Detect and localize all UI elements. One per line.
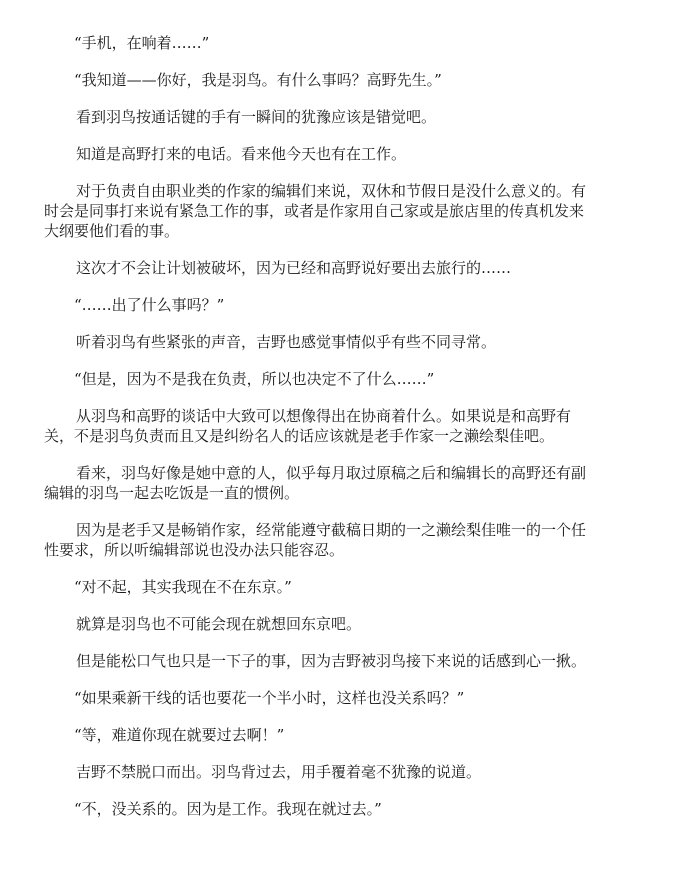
text-line: 对于负责自由职业类的作家的编辑们来说，双休和节假日是没什么意义的。有: [76, 182, 587, 200]
text-line: 关，不是羽鸟负责而且又是纠纷名人的话应该就是老手作家一之濑绘梨佳吧。: [44, 427, 555, 445]
text-line: 看到羽鸟按通话键的手有一瞬间的犹豫应该是错觉吧。: [76, 108, 437, 126]
text-line: “但是，因为不是我在负责，所以也决定不了什么……”: [74, 370, 435, 388]
text-line: 性要求，所以听编辑部说也没办法只能容忍。: [44, 541, 345, 559]
text-line: “手机，在响着……”: [74, 34, 210, 52]
paragraph: [44, 70, 634, 90]
text-line: 看来，羽鸟好像是她中意的人，似乎每月取过原稿之后和编辑长的高野还有副: [76, 464, 587, 482]
paragraph: [44, 614, 634, 634]
text-line: “等，难道你现在就要过去啊！”: [74, 726, 285, 744]
text-line: 知道是高野打来的电话。看来他今天也有在工作。: [76, 145, 407, 163]
text-line: “对不起，其实我现在不在东京。”: [74, 578, 292, 596]
paragraph: [44, 144, 634, 164]
paragraph: [44, 33, 634, 53]
text-line: “如果乘新干线的话也要花一个半小时，这样也没关系吗？”: [74, 689, 465, 707]
text-line: 时会是同事打来说有紧急工作的事，或者是作家用自己家或是旅店里的传真机发来: [44, 202, 585, 220]
paragraph: [44, 181, 634, 241]
text-line: 听着羽鸟有些紧张的声音，吉野也感觉事情似乎有些不同寻常。: [76, 333, 497, 351]
paragraph: [44, 688, 634, 708]
paragraph: [44, 725, 634, 745]
paragraph: [44, 332, 634, 352]
text-line: 编辑的羽鸟一起去吃饭是一直的惯例。: [44, 484, 300, 502]
text-line: 因为是老手又是畅销作家，经常能遵守截稿日期的一之濑绘梨佳唯一的一个任: [76, 521, 587, 539]
paragraph: [44, 799, 634, 819]
text-line: “不，没关系的。因为是工作。我现在就过去。”: [74, 800, 382, 818]
text-line: 大纲要他们看的事。: [44, 222, 180, 240]
text-line: 就算是羽鸟也不可能会现在就想回东京吧。: [76, 615, 362, 633]
text-line: “我知道——你好，我是羽鸟。有什么事吗？高野先生。”: [74, 71, 442, 89]
paragraph: [44, 369, 634, 389]
paragraph: [44, 406, 634, 446]
paragraph: [44, 107, 634, 127]
paragraph: [44, 258, 634, 278]
paragraph: [44, 520, 634, 560]
text-line: 但是能松口气也只是一下子的事，因为吉野被羽鸟接下来说的话感到心一揪。: [76, 652, 587, 670]
paragraph: [44, 577, 634, 597]
paragraph: [44, 762, 634, 782]
text-line: 吉野不禁脱口而出。羽鸟背过去，用手覆着毫不犹豫的说道。: [76, 763, 482, 781]
paragraph: [44, 295, 634, 315]
text-line: “……出了什么事吗？”: [74, 296, 225, 314]
text-line: 从羽鸟和高野的谈话中大致可以想像得出在协商着什么。如果说是和高野有: [76, 407, 572, 425]
paragraph: [44, 463, 634, 503]
text-line: 这次才不会让计划被破坏，因为已经和高野说好要出去旅行的……: [76, 259, 512, 277]
paragraph: [44, 651, 634, 671]
